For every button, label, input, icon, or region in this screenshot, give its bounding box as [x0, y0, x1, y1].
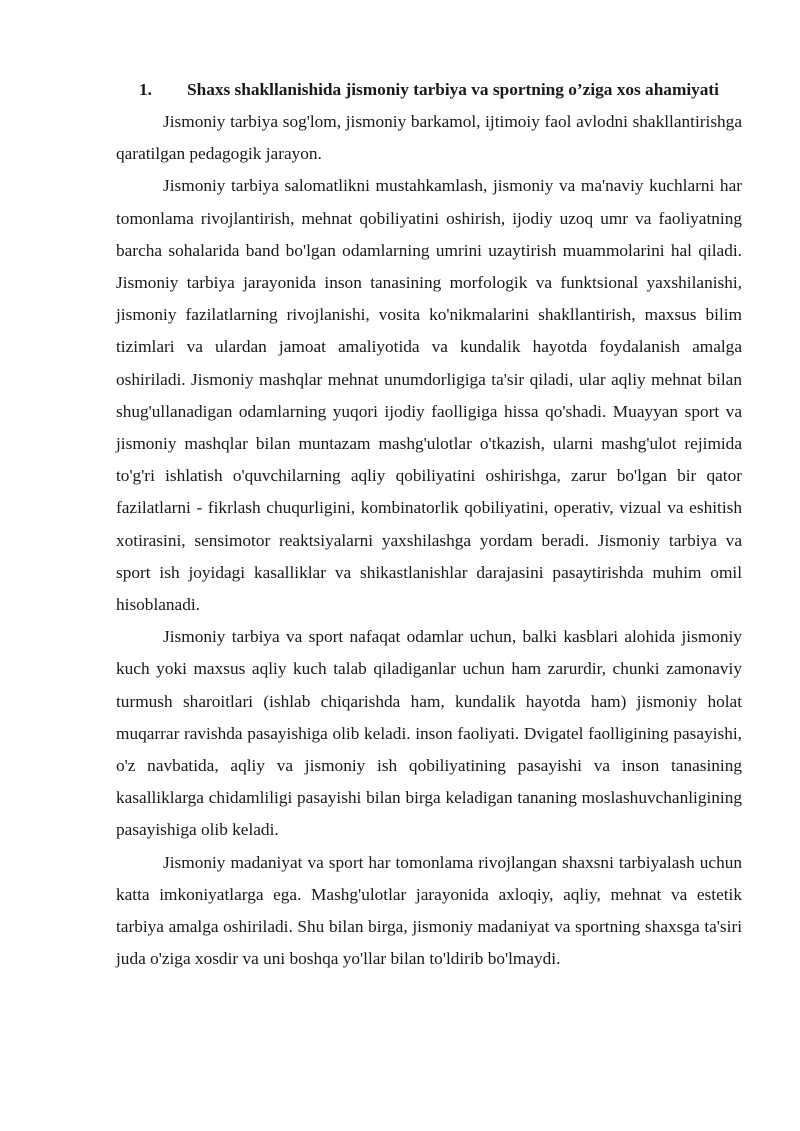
section-title: Shaxs shakllanishida jismoniy tarbiya va sportning o’ziga xos ahamiyati: [187, 80, 719, 99]
paragraph-2: Jismoniy tarbiya salomatlikni mustahkamlash, jismoniy va ma'naviy kuchlarni har tomonlama rivojlantirish, mehnat qobiliyatini oshirish, ijodiy uzoq umr va faoliyatning barcha sohalarida band bo'lgan odamlarning umrini uzaytirish muammolarini hal qiladi. Jismoniy tarbiya jarayonida inson tanasining morfologik va funktsional yaxshilanishi, jismoniy fazilatlarning rivojlanishi, vosita ko'nikmalarini shakllantirish, maxsus bilim tizimlari va ulardan jamoat amaliyotida va kundalik hayotda foydalanish amalga oshiriladi. Jismoniy mashqlar mehnat unumdorligiga ta'sir qiladi, ular aqliy mehnat bilan shug'ullanadigan odamlarning yuqori ijodiy faolligiga hissa qo'shadi. Muayyan sport va jismoniy mashqlar bilan muntazam mashg'ulotlar o'tkazish, ularni mashg'ulot rejimida to'g'ri ishlatish o'quvchilarning aqliy qobiliyatini oshirishga, zarur bo'lgan bir qator fazilatlarni - fikrlash chuqurligini, kombinatorlik qobiliyatini, operativ, vizual va eshitish xotirasini, sensimotor reaktsiyalarni yaxshilashga yordam beradi. Jismoniy tarbiya va sport ish joyidagi kasalliklar va shikastlanishlar darajasini pasaytirishda muhim omil hisoblanadi.: [116, 176, 742, 615]
paragraph-4: Jismoniy madaniyat va sport har tomonlama rivojlangan shaxsni tarbiyalash uchun katta imkoniyatlarga ega. Mashg'ulotlar jarayonida axloqiy, aqliy, mehnat va estetik tarbiya amalga oshiriladi. Shu bilan birga, jismoniy madaniyat va sportning shaxsga ta'siri juda o'ziga xosdir va uni boshqa yo'llar bilan to'ldirib bo'lmaydi.: [116, 852, 742, 969]
paragraph-3: Jismoniy tarbiya va sport nafaqat odamlar uchun, balki kasblari alohida jismoniy kuch yoki maxsus aqliy kuch talab qiladiganlar uchun ham zarurdir, chunki zamonaviy turmush sharoitlari (ishlab chiqarishda ham, kundalik hayotda ham) jismoniy holat muqarrar ravishda pasayishiga olib keladi. inson faoliyati. Dvigatel faolligining pasayishi, o'z navbatida, aqliy va jismoniy ish qobiliyatining pasayishi va inson tanasining kasalliklarga chidamliligi pasayishi bilan birga keladigan tananing moslashuvchanligining pasayishiga olib keladi.: [116, 627, 742, 840]
section-number: 1.: [139, 80, 152, 99]
paragraph-1: Jismoniy tarbiya sog'lom, jismoniy barkamol, ijtimoiy faol avlodni shakllantirishga qaratilgan pedagogik jarayon.: [116, 112, 742, 164]
section-heading: [116, 74, 742, 106]
document-page: [116, 74, 742, 975]
